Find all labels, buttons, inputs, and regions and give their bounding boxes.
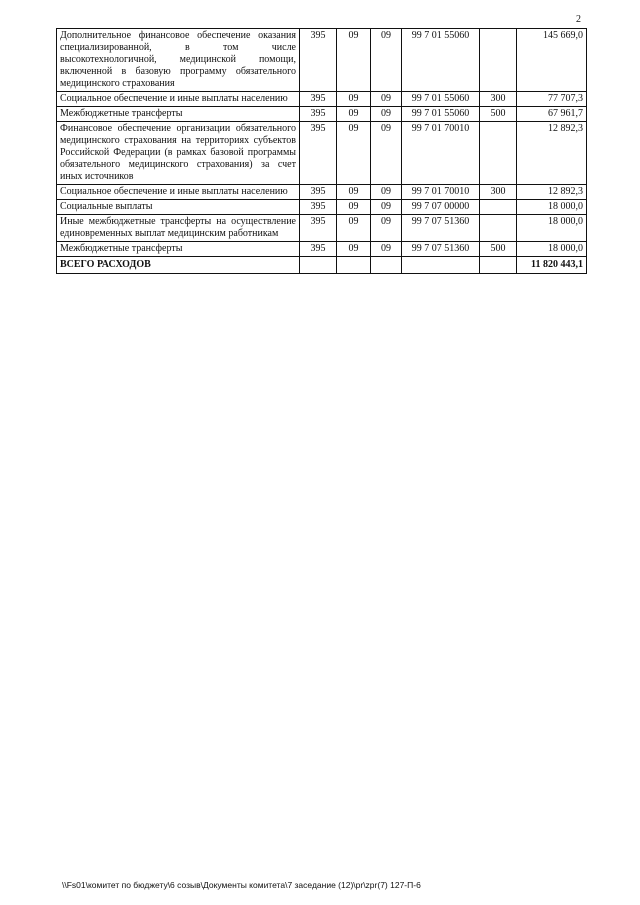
section-code: 09 xyxy=(337,29,371,92)
subsection-code: 09 xyxy=(371,185,402,200)
target-article: 99 7 07 51360 xyxy=(402,242,480,257)
total-row xyxy=(57,257,587,274)
admin-code: 395 xyxy=(300,92,337,107)
row-name: Межбюджетные трансферты xyxy=(57,107,300,122)
section-code: 09 xyxy=(337,215,371,242)
target-article: 99 7 07 51360 xyxy=(402,215,480,242)
total-label: ВСЕГО РАСХОДОВ xyxy=(57,257,300,274)
expense-type xyxy=(480,200,517,215)
section-code: 09 xyxy=(337,122,371,185)
amount: 18 000,0 xyxy=(517,242,587,257)
admin-code: 395 xyxy=(300,29,337,92)
subsection-code: 09 xyxy=(371,242,402,257)
table-row xyxy=(57,92,587,107)
amount: 12 892,3 xyxy=(517,185,587,200)
table-row xyxy=(57,200,587,215)
subsection-code: 09 xyxy=(371,215,402,242)
subsection-code: 09 xyxy=(371,92,402,107)
table-row xyxy=(57,215,587,242)
section-code: 09 xyxy=(337,92,371,107)
table-row xyxy=(57,107,587,122)
amount: 12 892,3 xyxy=(517,122,587,185)
target-article: 99 7 01 55060 xyxy=(402,92,480,107)
row-name: Социальные выплаты xyxy=(57,200,300,215)
amount: 18 000,0 xyxy=(517,215,587,242)
admin-code: 395 xyxy=(300,122,337,185)
expense-type xyxy=(480,29,517,92)
table-row xyxy=(57,185,587,200)
row-name: Дополнительное финансовое обеспечение оказания специализированной, в том числе высокотехнологичной, медицинской помощи, включенной в базовую программу обязательного медицинского страхования xyxy=(57,29,300,92)
amount: 18 000,0 xyxy=(517,200,587,215)
expense-type: 500 xyxy=(480,107,517,122)
section-code: 09 xyxy=(337,185,371,200)
section-code: 09 xyxy=(337,107,371,122)
table-row xyxy=(57,29,587,92)
expense-type: 300 xyxy=(480,92,517,107)
target-article: 99 7 01 55060 xyxy=(402,107,480,122)
budget-table xyxy=(56,28,587,274)
admin-code: 395 xyxy=(300,200,337,215)
target-article: 99 7 01 55060 xyxy=(402,29,480,92)
page-number: 2 xyxy=(576,14,581,25)
table-row xyxy=(57,122,587,185)
amount: 77 707,3 xyxy=(517,92,587,107)
section-code: 09 xyxy=(337,242,371,257)
table-row xyxy=(57,242,587,257)
amount: 145 669,0 xyxy=(517,29,587,92)
subsection-code: 09 xyxy=(371,122,402,185)
target-article: 99 7 07 00000 xyxy=(402,200,480,215)
total-amount: 11 820 443,1 xyxy=(517,257,587,274)
row-name: Социальное обеспечение и иные выплаты населению xyxy=(57,92,300,107)
subsection-code: 09 xyxy=(371,107,402,122)
section-code: 09 xyxy=(337,200,371,215)
row-name: Иные межбюджетные трансферты на осуществление единовременных выплат медицинским работникам xyxy=(57,215,300,242)
subsection-code: 09 xyxy=(371,200,402,215)
admin-code: 395 xyxy=(300,242,337,257)
file-path-footer: \\Fs01\комитет по бюджету\6 созыв\Документы комитета\7 заседание (12)\pr\zpr(7) 127-П-6 xyxy=(62,880,421,890)
subsection-code: 09 xyxy=(371,29,402,92)
amount: 67 961,7 xyxy=(517,107,587,122)
expense-type: 500 xyxy=(480,242,517,257)
target-article: 99 7 01 70010 xyxy=(402,185,480,200)
admin-code: 395 xyxy=(300,215,337,242)
target-article: 99 7 01 70010 xyxy=(402,122,480,185)
row-name: Финансовое обеспечение организации обязательного медицинского страхования на территориях субъектов Российской Федерации (в рамках базовой программы обязательного медицинского страхования) за счет иных источников xyxy=(57,122,300,185)
row-name: Межбюджетные трансферты xyxy=(57,242,300,257)
expense-type: 300 xyxy=(480,185,517,200)
admin-code: 395 xyxy=(300,107,337,122)
admin-code: 395 xyxy=(300,185,337,200)
expense-type xyxy=(480,215,517,242)
expense-type xyxy=(480,122,517,185)
row-name: Социальное обеспечение и иные выплаты населению xyxy=(57,185,300,200)
